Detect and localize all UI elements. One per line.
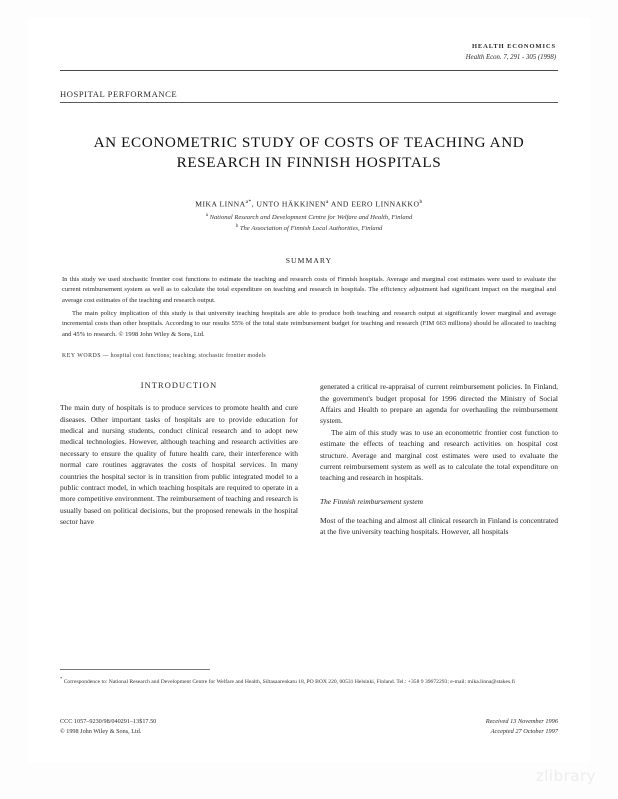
affiliation-list [46,212,572,234]
left-paragraph-1: The main duty of hospitals is to produce services to promote health and cure diseases. Other important tasks of hospitals are to provide education for medical and nursing students, conduct clinical research and to adopt new medical technologies. However, although teaching and research activities are necessary to ensure the quality of future health care, their interference with normal care routines aggravates the costs of hospital services. In many countries the hospital sector is in transition from public integrated model to a public contract model, in which teaching hospitals are required to operate in a more competitive environment. The reimbursement of teaching and research is usually based on political decisions, but the proposed renewals in the hospital sector have [60,403,298,527]
right-column-text-continued [320,515,558,538]
author-one: MIKA LINNA [195,199,246,209]
right-paragraph-1: generated a critical re-appraisal of current reimbursement policies. In Finland, the government's budget proposal for 1996 directed the Ministry of Social Affairs and Health to prepare an agenda for overhauling the reimbursement system. [320,382,558,426]
author-three-marker: b [419,199,423,206]
right-paragraph-2: The aim of this study was to use an econometric frontier cost function to estimate the effects of teaching and research activities on hospital cost structure. Average and marginal cost estimates were used to evaluate the current reimbursement system as well as to calculate the total expenditure on teaching and research in hospitals. [320,427,558,483]
running-head-divider [60,102,558,103]
summary-body [62,275,556,341]
left-column-text [60,402,298,527]
affiliation-a-marker: a [205,212,208,218]
received-date: Received 13 November 1996 [485,717,558,725]
page-footer [46,717,572,737]
author-three: AND EERO LINNAKKO [328,199,420,209]
journal-name: HEALTH ECONOMICS [471,43,556,50]
watermark-label: zlibrary [535,767,596,785]
correspondence-footnote [60,675,558,687]
summary-paragraph-1: In this study we used stochastic frontier cost functions to estimate the teaching and research costs of Finnish hospitals. Average and marginal cost estimates were used to evaluate the current reimbursement system as well as to calculate the total expenditure on teaching and research in hospitals. The efficiency adjustment had significant impact on the marginal and average cost estimates of the teaching and research output. [62,275,556,304]
footnote-divider [60,669,210,670]
keywords-text: — hospital cost functions; teaching; stochastic frontier models [102,353,266,360]
journal-masthead [46,42,572,63]
summary-paragraph-2: The main policy implication of this study is that university teaching hospitals are able to produce both teaching and research output at significantly lower marginal and average incremental costs than other hospitals. According to our results 55% of the total state reimbursement budget for teaching and research (FIM 663 millions) should be allocated to teaching and 45% to research. © 1998 John Wiley & Sons, Ltd. [62,309,556,338]
journal-citation: Health Econ. 7, 291 - 305 (1998) [465,54,556,62]
author-two: , UNTO HÄKKINEN [251,199,326,209]
footnote-text: Correspondence to: National Research and Development Centre for Welfare and Health, Siltasaarenkatu 18, PO BOX 220, 00531 Helsinki, Finland. Tel.: +358 9 39672293; e-mail: mika.linna@stakes.fi [63,679,515,686]
footnote-marker: * [60,676,63,682]
copyright-line: © 1998 John Wiley & Sons, Ltd. [60,727,142,735]
page-title: AN ECONOMETRIC STUDY OF COSTS OF TEACHING AND RESEARCH IN FINNISH HOSPITALS [93,133,525,171]
subsection-heading: The Finnish reimbursement system [320,496,423,506]
author-two-marker: a [325,199,329,206]
section-heading-introduction: INTRODUCTION [140,381,218,391]
author-one-marker: a* [245,199,252,206]
footer-left-block [60,717,156,737]
footer-right-block [486,717,558,737]
ccc-line: CCC 1057–9230/98/040291–13$17.50 [60,717,157,725]
right-column [320,381,558,537]
affiliation-b-text: The Association of Finnish Local Authorities, Finland [239,224,383,232]
left-column [60,381,298,537]
right-paragraph-3: Most of the teaching and almost all clinical research in Finland is concentrated at the five university teaching hospitals. However, all hospitals [320,515,558,537]
affiliation-b [46,223,572,234]
keywords-label: KEY WORDS [62,353,102,360]
keywords-line [62,353,556,359]
right-column-text [320,381,558,484]
affiliation-a [46,212,572,223]
footnote-block [46,669,572,687]
affiliation-b-marker: b [235,223,239,229]
running-head-block [60,89,558,103]
body-columns [60,381,558,537]
author-list [46,199,572,209]
masthead-divider [60,70,558,71]
paper-sheet [28,18,590,763]
affiliation-a-text: National Research and Development Centre for Welfare and Health, Finland [209,213,413,221]
summary-heading: SUMMARY [285,255,333,265]
running-head: HOSPITAL PERFORMANCE [60,88,178,99]
accepted-date: Accepted 27 October 1997 [490,727,558,735]
